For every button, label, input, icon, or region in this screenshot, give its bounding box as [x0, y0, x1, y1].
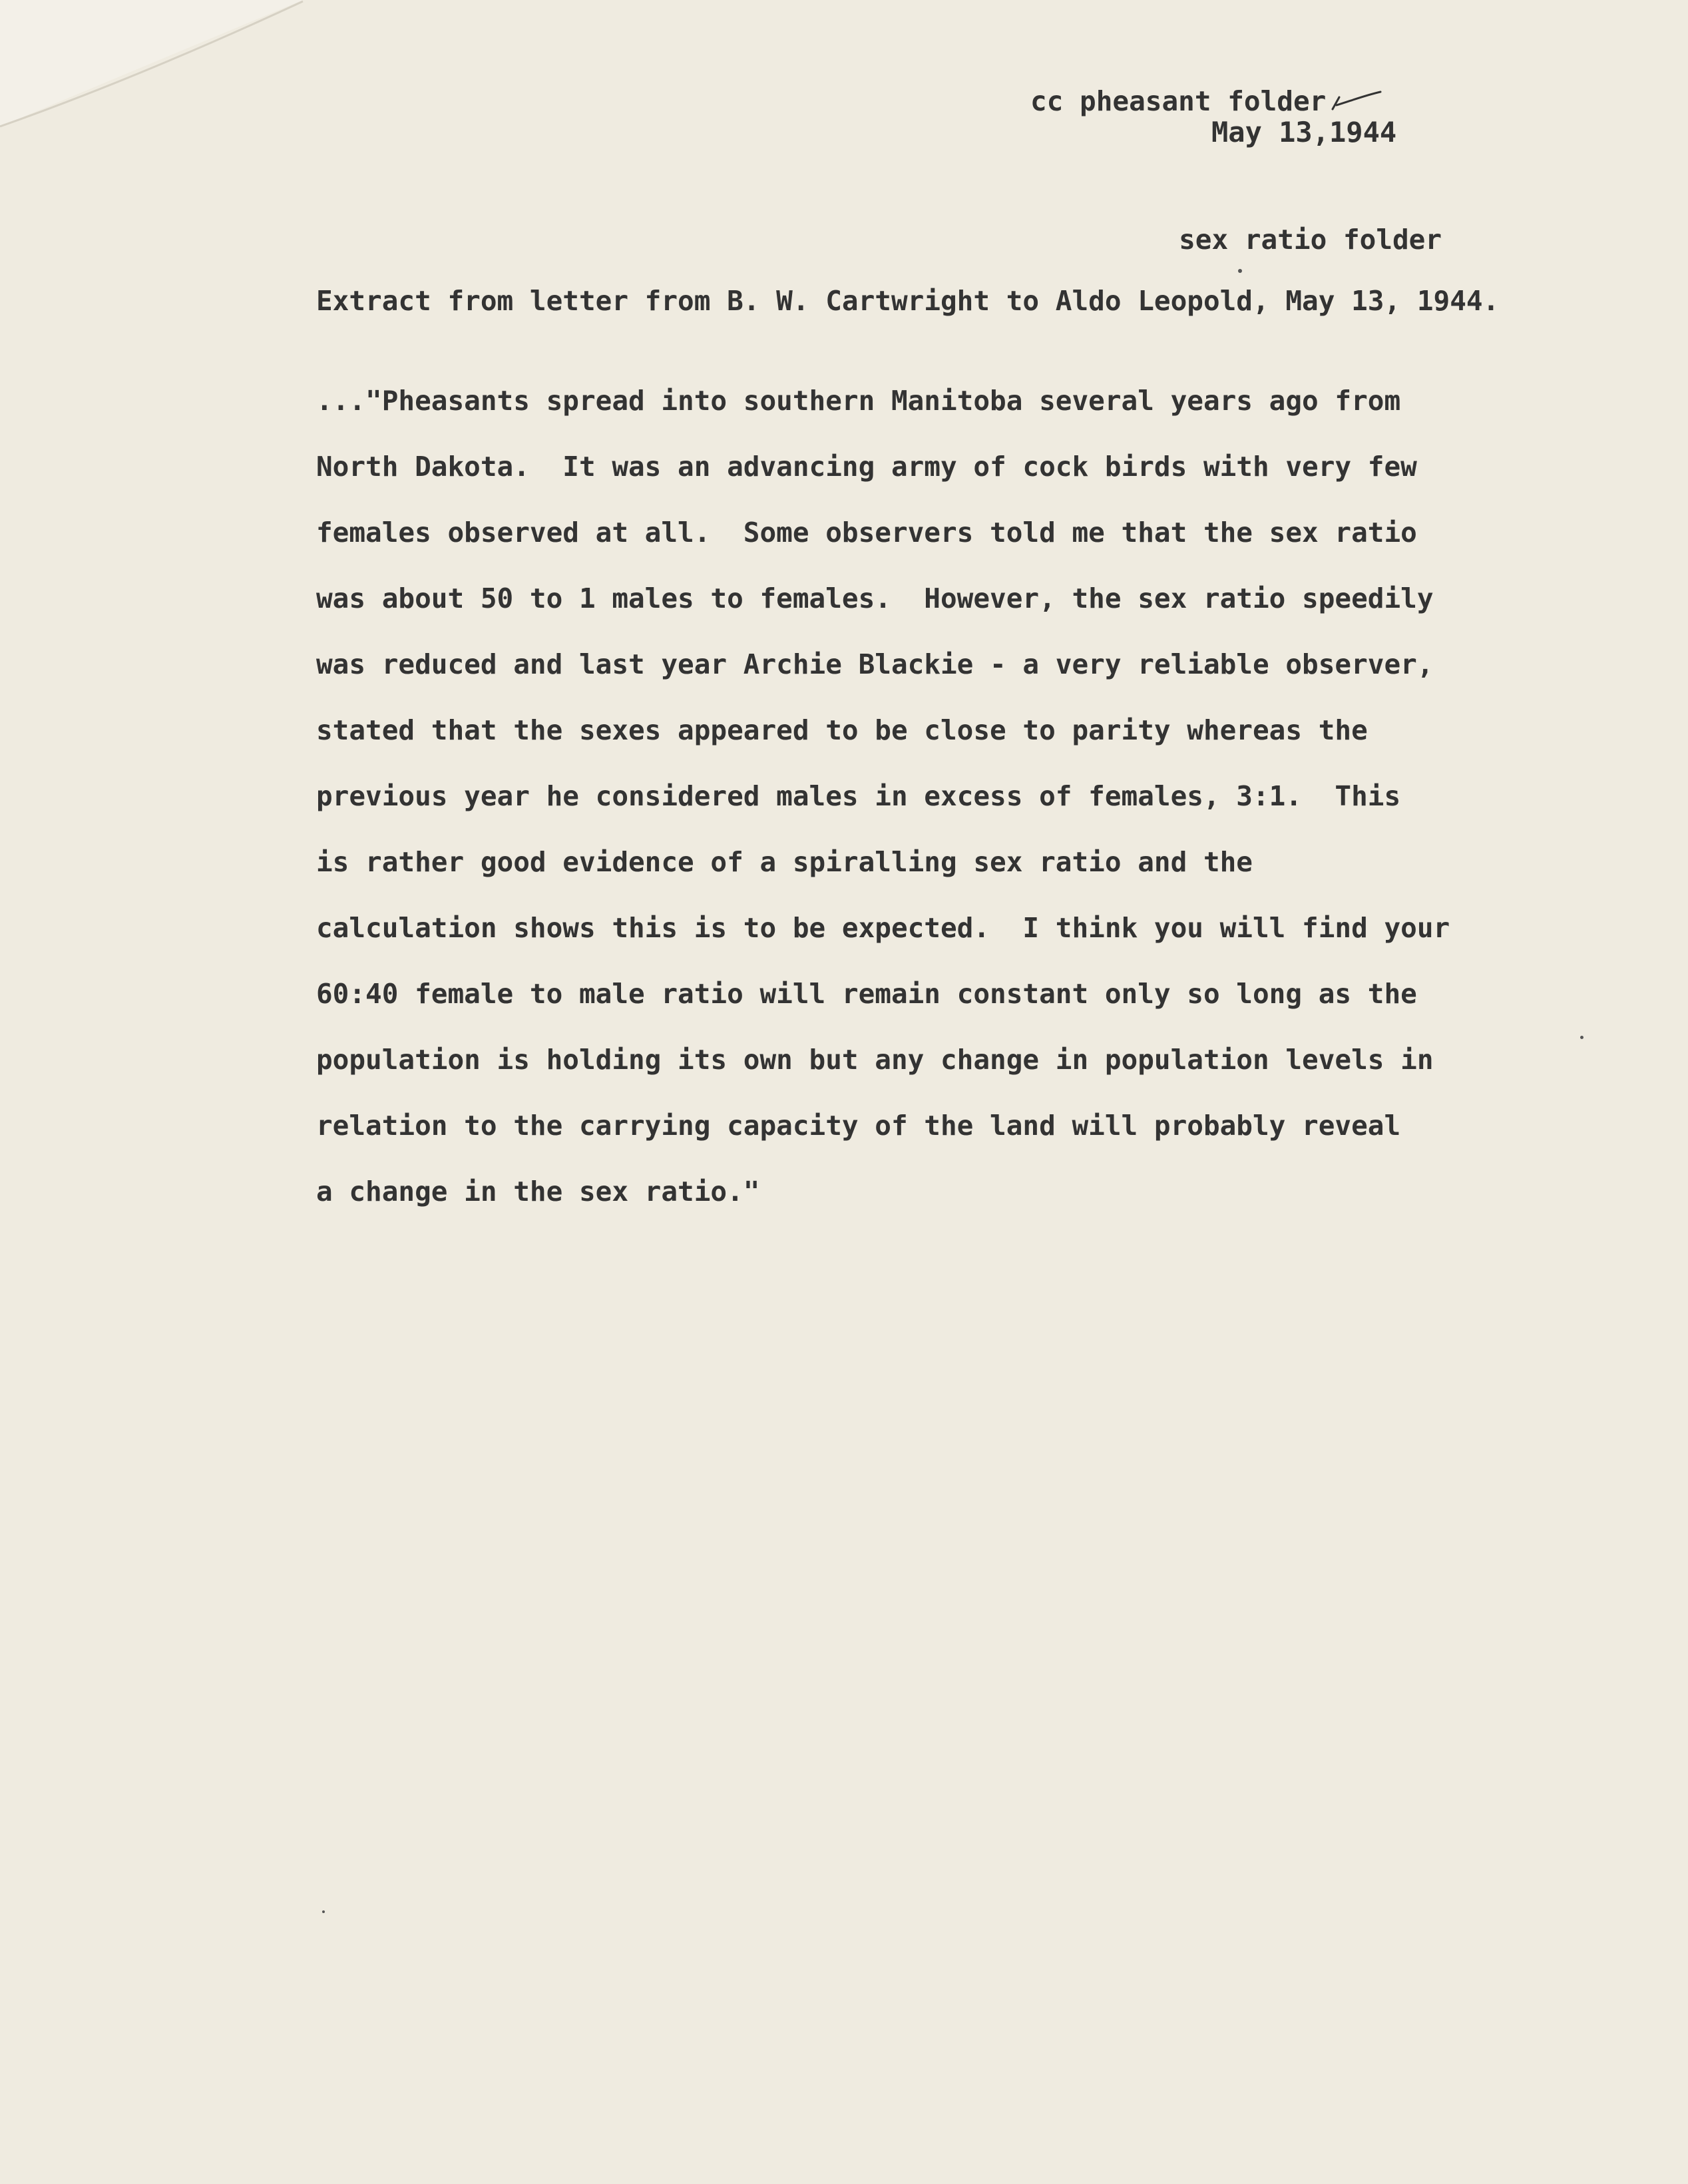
document-date: May 13,1944 [1211, 116, 1397, 148]
body-line: relation to the carrying capacity of the land will probably reveal [316, 1110, 1401, 1142]
paper-speck [1580, 1036, 1583, 1039]
routing-line-sex-ratio-folder: sex ratio folder [1179, 224, 1442, 256]
paper-speck [322, 1910, 325, 1913]
body-line: stated that the sexes appeared to be close to parity whereas the [316, 714, 1368, 746]
body-line: females observed at all. Some observers told me that the sex ratio [316, 517, 1417, 548]
folded-corner-crease [0, 0, 313, 133]
body-line: calculation shows this is to be expected. I think you will find your [316, 912, 1450, 944]
body-line: was about 50 to 1 males to females. However, the sex ratio speedily [316, 582, 1434, 614]
body-line: previous year he considered males in excess of females, 3:1. This [316, 780, 1401, 812]
extract-heading: Extract from letter from B. W. Cartwright to Aldo Leopold, May 13, 1944. [316, 285, 1500, 317]
body-line: 60:40 female to male ratio will remain constant only so long as the [316, 978, 1417, 1010]
routing-line-pheasant-folder: cc pheasant folder [1030, 85, 1327, 117]
body-line: was reduced and last year Archie Blackie - a very reliable observer, [316, 648, 1434, 680]
body-line: a change in the sex ratio." [316, 1176, 760, 1207]
letter-extract-body [316, 381, 1568, 1237]
handwritten-check-mark [1330, 89, 1383, 113]
body-line: ..."Pheasants spread into southern Manitoba several years ago from [316, 385, 1401, 417]
body-line: North Dakota. It was an advancing army of cock birds with very few [316, 451, 1417, 483]
paper-speck [1238, 269, 1242, 273]
body-line: population is holding its own but any change in population levels in [316, 1044, 1434, 1076]
body-line: is rather good evidence of a spiralling sex ratio and the [316, 846, 1253, 878]
